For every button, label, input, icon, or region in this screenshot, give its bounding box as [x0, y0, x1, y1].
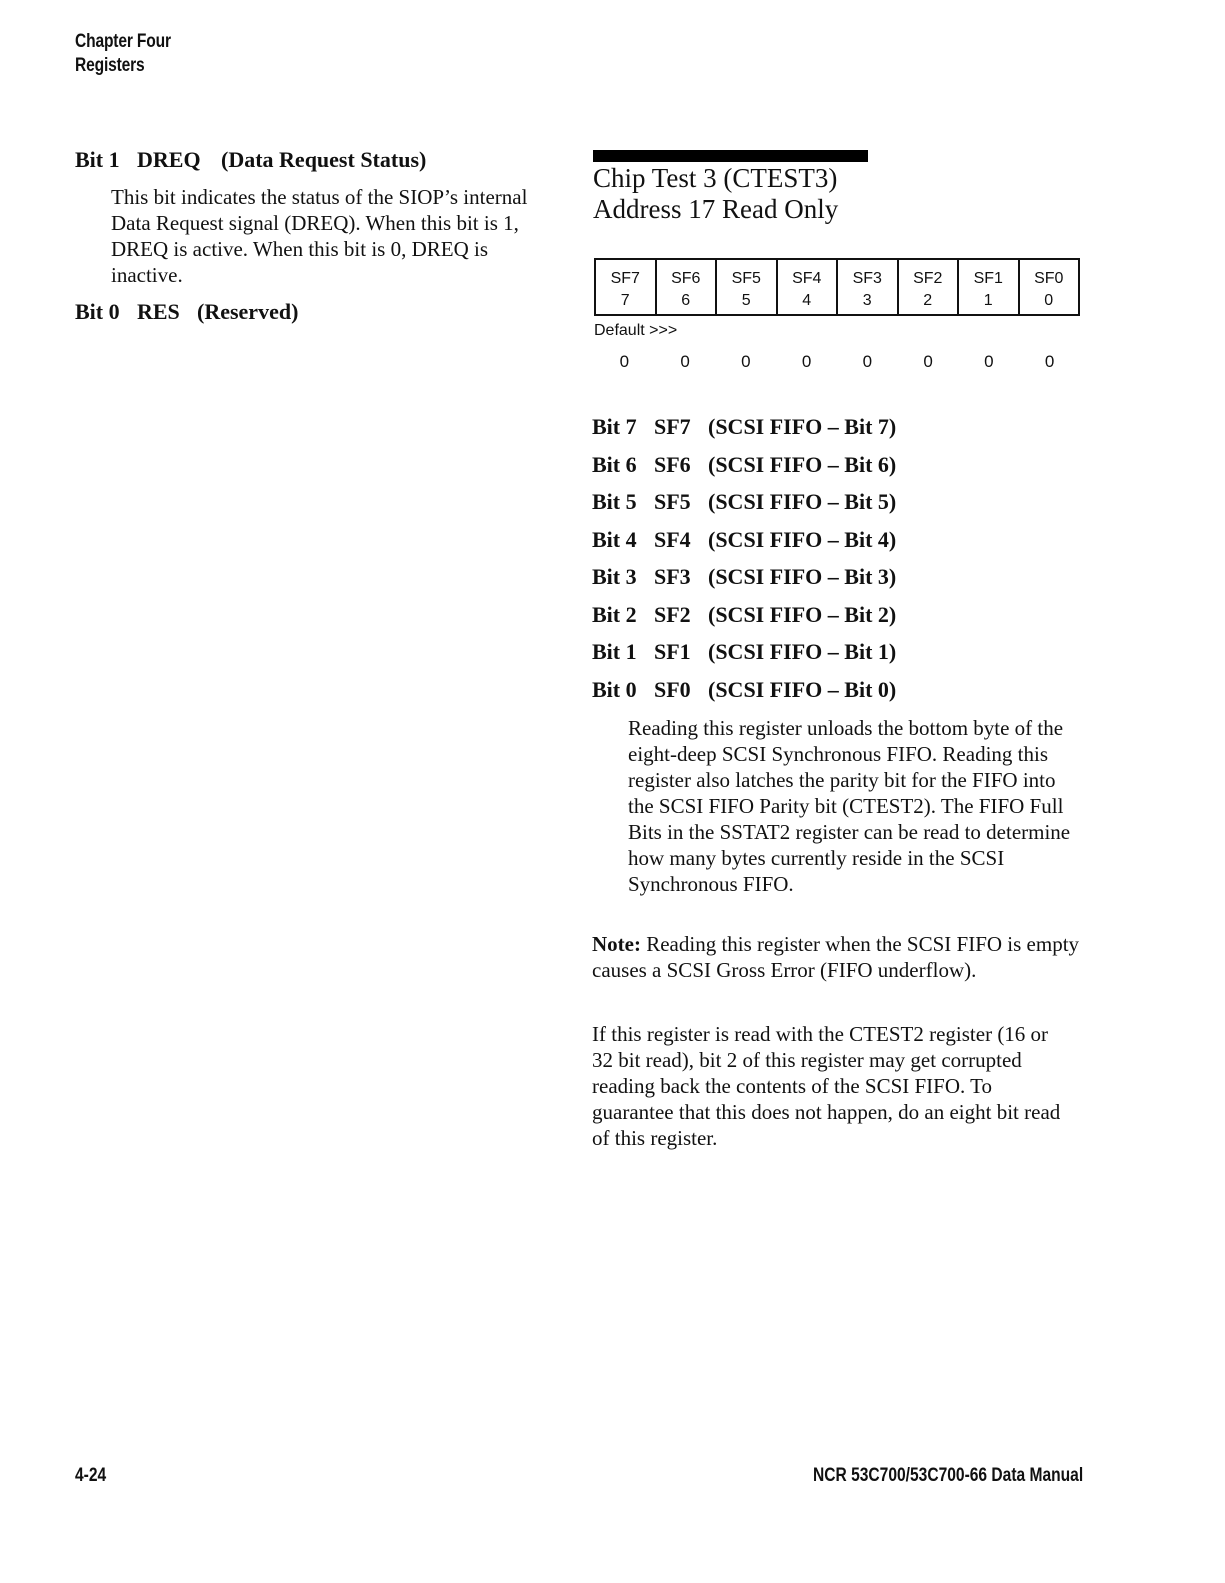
bit-number: Bit 6	[592, 452, 637, 477]
bit-number: Bit 5	[592, 489, 637, 514]
register-title	[593, 163, 838, 225]
bit-number-cell: 2	[898, 288, 959, 315]
bit-number-cell: 4	[777, 288, 838, 315]
bit-number: Bit 0	[75, 299, 120, 324]
bit-mnemonic: DREQ	[137, 147, 201, 172]
register-bit-table	[594, 258, 1080, 316]
default-value: 0	[923, 352, 933, 371]
default-value: 0	[619, 352, 630, 371]
chapter-title: Chapter Four	[75, 31, 171, 52]
bit1-text: This bit indicates the status of the SIOP’s internal Data Request signal (DREQ). When this bit is 1, DREQ is active. When this bit is 0, DREQ is inactive.	[111, 185, 528, 287]
bit-mnemonic: RES	[137, 299, 180, 324]
default-value: 0	[680, 352, 690, 371]
bit-number-row	[595, 288, 1079, 315]
bit-heading	[592, 526, 896, 554]
default-value: 0	[1044, 352, 1055, 371]
bit-description: (Data Request Status)	[221, 147, 427, 172]
running-header	[75, 30, 171, 78]
default-label: Default >>>	[594, 322, 678, 339]
bit-name-cell: SF3	[837, 259, 898, 288]
bit-number: Bit 7	[592, 414, 637, 439]
bit-heading	[592, 488, 896, 516]
register-name: Chip Test 3 (CTEST3)	[593, 163, 838, 193]
bit-number: Bit 1	[75, 147, 120, 172]
section-title: Registers	[75, 55, 145, 76]
bit-name-cell: SF5	[716, 259, 777, 288]
default-value: 0	[741, 352, 751, 371]
bit-description: (SCSI FIFO – Bit 4)	[708, 527, 897, 552]
bit-number-cell: 7	[595, 288, 656, 315]
bit-heading	[592, 676, 896, 704]
note-label: Note:	[592, 932, 641, 956]
bit-name-cell: SF6	[656, 259, 717, 288]
bit-description: (SCSI FIFO – Bit 0)	[708, 677, 897, 702]
bit-number-cell: 1	[958, 288, 1019, 315]
bit-heading	[592, 451, 896, 479]
bit-heading	[592, 563, 896, 591]
bit-description: (SCSI FIFO – Bit 6)	[708, 452, 897, 477]
default-value: 0	[801, 352, 812, 371]
bit-mnemonic: SF6	[654, 452, 691, 477]
register-address: Address 17 Read Only	[593, 194, 839, 224]
bit1-heading	[75, 146, 426, 174]
bit-number: Bit 3	[592, 564, 637, 589]
bit-description: (SCSI FIFO – Bit 2)	[708, 602, 897, 627]
bit-heading	[592, 413, 896, 441]
manual-title: NCR 53C700/53C700-66 Data Manual	[813, 1465, 1084, 1486]
bit-mnemonic: SF2	[654, 602, 691, 627]
page-number: 4-24	[75, 1465, 107, 1486]
bit-number: Bit 0	[592, 677, 637, 702]
note-paragraph	[592, 931, 1082, 983]
bit-heading	[592, 601, 896, 629]
bit-name-cell: SF7	[595, 259, 656, 288]
bit-name-cell: SF2	[898, 259, 959, 288]
note-text: Reading this register when the SCSI FIFO is empty causes a SCSI Gross Error (FIFO underflow).	[592, 932, 1080, 982]
bit-mnemonic: SF3	[654, 564, 691, 589]
bit-name-row	[595, 259, 1079, 288]
bit-mnemonic: SF0	[654, 677, 691, 702]
bit-description: (SCSI FIFO – Bit 1)	[708, 639, 897, 664]
bit-description: (SCSI FIFO – Bit 3)	[708, 564, 897, 589]
bit-number: Bit 1	[592, 639, 637, 664]
bit-number-cell: 6	[656, 288, 717, 315]
bit-mnemonic: SF4	[654, 527, 691, 552]
reading-paragraph: Reading this register unloads the bottom byte of the eight-deep SCSI Synchronous FIFO. Reading this register also latches the parity bit for the FIFO into the SCSI FIFO Parity bit (CTEST2). The FIFO Full Bits in the SSTAT2 register can be read to determine how many bytes currently reside in the SCSI Synchronous FIFO.	[628, 716, 1071, 896]
default-value: 0	[862, 352, 873, 371]
bit-mnemonic: SF5	[654, 489, 691, 514]
bit-number-cell: 5	[716, 288, 777, 315]
title-rule	[593, 150, 868, 162]
bit-description: (Reserved)	[197, 299, 299, 324]
bit-number-cell: 0	[1019, 288, 1080, 315]
bit-description: (SCSI FIFO – Bit 5)	[708, 489, 897, 514]
bit-number: Bit 4	[592, 527, 637, 552]
bit-name-cell: SF1	[958, 259, 1019, 288]
bit-heading	[592, 638, 896, 666]
bit0-heading	[75, 298, 298, 326]
bit-number: Bit 2	[592, 602, 637, 627]
default-value: 0	[984, 352, 994, 371]
ctest2-paragraph: If this register is read with the CTEST2 register (16 or 32 bit read), bit 2 of this register may get corrupted reading back the contents of the SCSI FIFO. To guarantee that this does not happen, do an eight bit read of this register.	[592, 1022, 1061, 1150]
bit-mnemonic: SF7	[654, 414, 691, 439]
bit-mnemonic: SF1	[654, 639, 691, 664]
bit-number-cell: 3	[837, 288, 898, 315]
default-values	[594, 352, 1080, 372]
bit-description: (SCSI FIFO – Bit 7)	[708, 414, 897, 439]
bit-name-cell: SF0	[1019, 259, 1080, 288]
bit-name-cell: SF4	[777, 259, 838, 288]
